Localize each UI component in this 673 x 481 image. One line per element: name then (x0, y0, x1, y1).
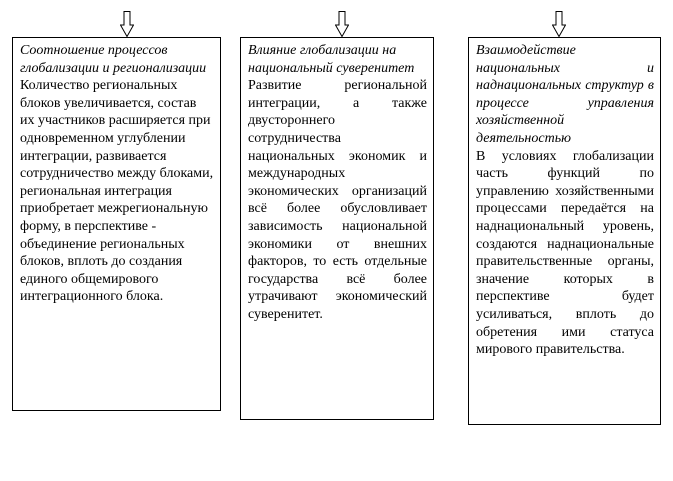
box-national-sovereignty (240, 37, 434, 420)
box-globalization-regionalization (12, 37, 221, 411)
down-arrow-icon (552, 11, 566, 37)
box-national-supranational-structures (468, 37, 661, 425)
down-arrow-icon (120, 11, 134, 37)
down-arrow-icon (335, 11, 349, 37)
box-text: Развитие региональной интеграции, а также двустороннего сотрудничества национальных экономик и международных экономических организаций всё более обусловливает зависимость национальной экономики от внешних факторов, то есть отдельные государства всё более утрачивают экономический суверенитет. (248, 78, 427, 322)
box-text: В условиях глобализации часть функций по управлению хозяйственными процессами передаётся на наднациональный уровень, создаются наднациональные правительственные органы, значение которых в перспективе будет усиливаться, вплоть до обретения ими статуса мирового правительства. (476, 148, 654, 358)
box-title: Влияние глобализации на национальный суверенитет (248, 43, 415, 76)
box-text: Количество региональных блоков увеличивается, состав их участников расширяется при одновременном углублении интеграции, развивается сотрудничество между блоками, региональная интеграция приобретает межрегиональную форму, в перспективе - объединение региональных блоков, вплоть до создания единого общемирового интеграционного блока. (20, 78, 214, 305)
box-title: Соотношение процессов глобализации и регионализации (20, 43, 207, 76)
box-title: Взаимодействие национальных и наднациональных структур в процессе управления хозяйственной деятельностью (476, 43, 654, 146)
